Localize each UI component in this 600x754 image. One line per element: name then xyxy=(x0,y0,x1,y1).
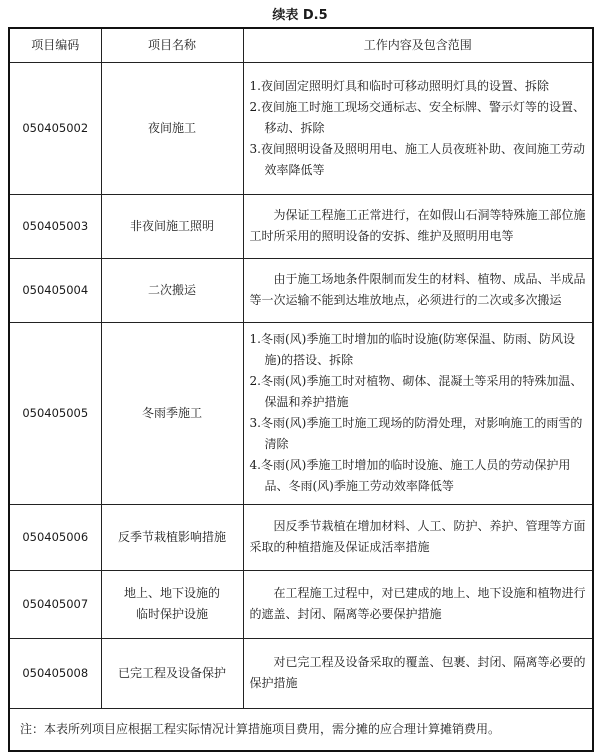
content-item: 3.夜间照明设备及照明用电、施工人员夜班补助、夜间施工劳动效率降低等 xyxy=(249,141,585,177)
item-name: 反季节栽植影响措施 xyxy=(101,504,243,570)
item-content xyxy=(243,504,593,570)
table-row xyxy=(9,62,593,194)
content-item: 4.冬雨(风)季施工时增加的临时设施、施工人员的劳动保护用品、冬雨(风)季施工劳动效率降低等 xyxy=(249,458,571,493)
table-row xyxy=(9,322,593,504)
item-name: 夜间施工 xyxy=(101,62,243,194)
item-code: 050405003 xyxy=(9,194,101,258)
item-code: 050405005 xyxy=(9,322,101,504)
content-paragraph: 为保证工程施工正常进行，在如假山石洞等特殊施工部位施工时所采用的照明设备的安拆、维护及照明用电等 xyxy=(249,208,586,243)
item-content xyxy=(243,638,593,708)
item-content xyxy=(243,62,593,194)
content-paragraph: 对已完工程及设备采取的覆盖、包裹、封闭、隔离等必要的保护措施 xyxy=(249,655,586,690)
item-name xyxy=(101,570,243,638)
item-content xyxy=(243,258,593,322)
item-content xyxy=(243,570,593,638)
header-content: 工作内容及包含范围 xyxy=(243,28,593,62)
table-row xyxy=(9,570,593,638)
content-paragraph: 在工程施工过程中，对已建成的地上、地下设施和植物进行的遮盖、封闭、隔离等必要保护措施 xyxy=(249,586,586,621)
table-row xyxy=(9,638,593,708)
content-paragraph: 因反季节栽植在增加材料、人工、防护、养护、管理等方面采取的种植措施及保证成活率措施 xyxy=(249,519,586,554)
item-name-line: 地上、地下设施的 xyxy=(123,586,220,600)
table-row xyxy=(9,504,593,570)
item-name-line: 临时保护设施 xyxy=(135,607,208,621)
note-row xyxy=(9,708,593,751)
table-note: 注：本表所列项目应根据工程实际情况计算措施项目费用，需分摊的应合理计算摊销费用。 xyxy=(9,708,593,751)
content-item: 3.冬雨(风)季施工时施工现场的防滑处理，对影响施工的雨雪的清除 xyxy=(249,416,583,451)
table-caption: 续表 D.5 xyxy=(272,8,328,23)
item-content xyxy=(243,322,593,504)
item-code: 050405008 xyxy=(9,638,101,708)
table-row xyxy=(9,258,593,322)
item-name: 已完工程及设备保护 xyxy=(101,638,243,708)
measures-table xyxy=(8,27,594,752)
item-code: 050405002 xyxy=(9,62,101,194)
item-code: 050405004 xyxy=(9,258,101,322)
item-code: 050405007 xyxy=(9,570,101,638)
item-name: 二次搬运 xyxy=(101,258,243,322)
table-row xyxy=(9,194,593,258)
header-row xyxy=(9,28,593,62)
content-item: 1.夜间固定照明灯具和临时可移动照明灯具的设置、拆除 xyxy=(249,78,549,93)
header-code: 项目编码 xyxy=(9,28,101,62)
content-item: 1.冬雨(风)季施工时增加的临时设施(防寒保温、防雨、防风设施)的搭设、拆除 xyxy=(249,332,575,367)
item-content xyxy=(243,194,593,258)
header-name: 项目名称 xyxy=(101,28,243,62)
item-name: 冬雨季施工 xyxy=(101,322,243,504)
content-item: 2.夜间施工时施工现场交通标志、安全标牌、警示灯等的设置、移动、拆除 xyxy=(249,99,585,135)
content-paragraph: 由于施工场地条件限制而发生的材料、植物、成品、半成品等一次运输不能到达堆放地点，必须进行的二次或多次搬运 xyxy=(249,272,586,307)
item-code: 050405006 xyxy=(9,504,101,570)
content-item: 2.冬雨(风)季施工时对植物、砌体、混凝土等采用的特殊加温、保温和养护措施 xyxy=(249,374,583,409)
item-name: 非夜间施工照明 xyxy=(101,194,243,258)
